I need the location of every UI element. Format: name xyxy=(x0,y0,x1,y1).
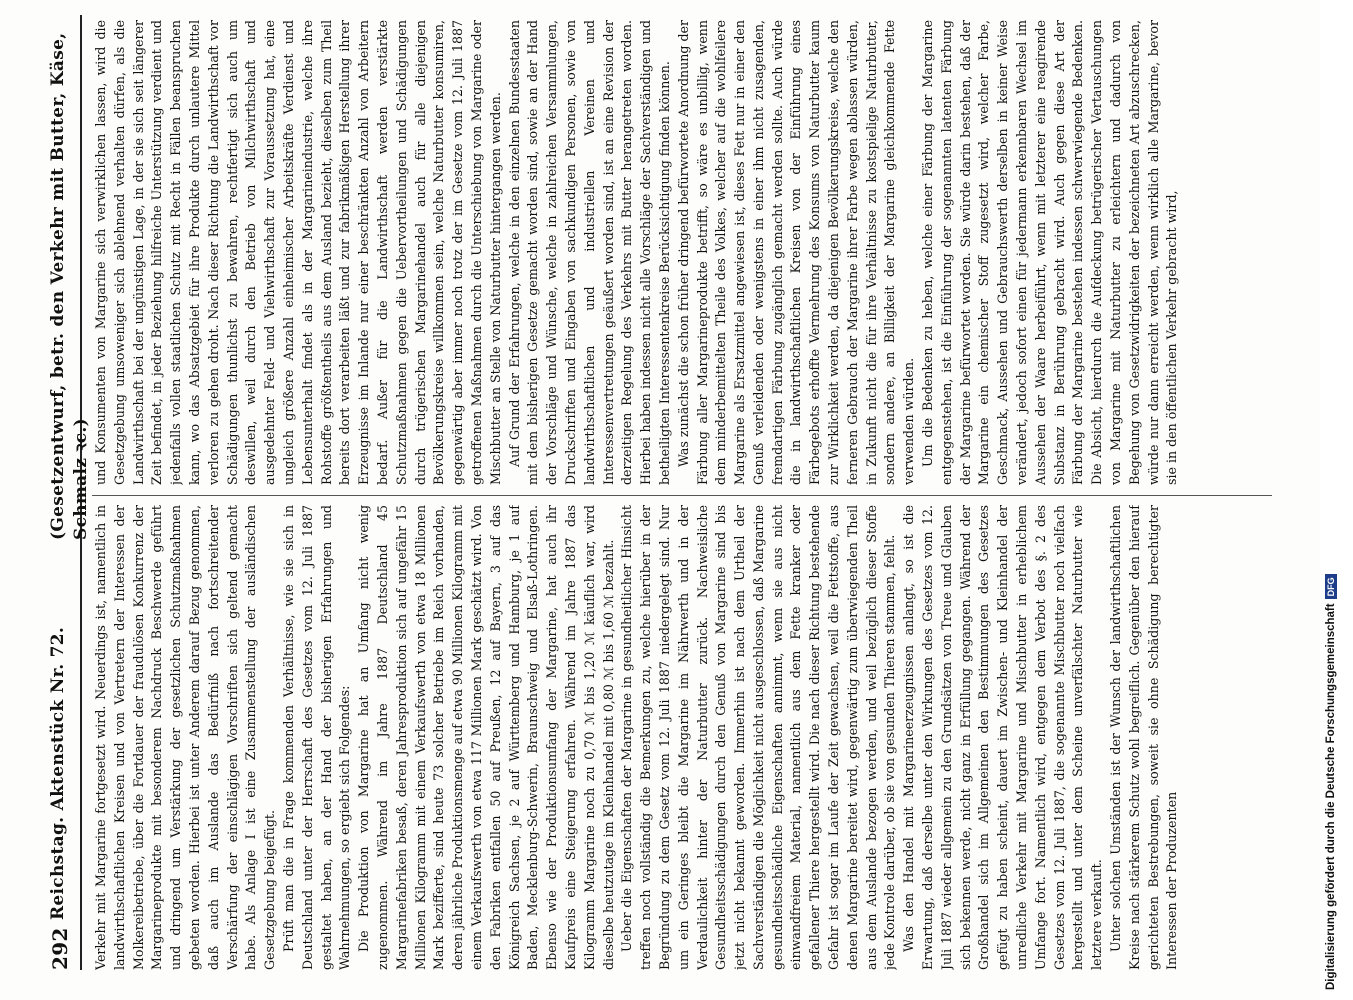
paragraph: Prüft man die in Frage kommenden Verhältnisse, wie sie sich in Deutschland unter der Herrschaft des Gesetzes vom 12. Juli 1887 gestaltet haben, an der Hand der bisherigen Erfahrungen und Wahrnehmungen, so ergiebt sich Folgendes: xyxy=(280,505,353,970)
paragraph: und Konsumenten von Margarine sich verwirklichen lassen, wird die Gesetzgebung umsoweniger sich ablehnend verhalten dürfen, als die Landwirthschaft bei der ungünstigen Lage, in der sie sich seit längerer Zeit befindet, in jeder Beziehung hilfreiche Unterstützung verdient und jedenfalls vollen staatlichen Schutz mit Recht in Fällen beanspruchen kann, wo das Absatzgebiet für ihre Produkte durch unlautere Mittel verloren zu gehen droht. Nach dieser Richtung die Landwirthschaft vor Schädigungen thunlichst zu bewahren, rechtfertigt sich auch um deswillen, weil durch den Betrieb von Milchwirthschaft und ausgedehnter Feld- und Viehwirthschaft zur Voraussetzung hat, eine ungleich größere Anzahl einheimischer Arbeitskräfte Verdienst und Lebensunterhalt findet als in der Margarineindustrie, welche ihre Rohstoffe größtentheils aus dem Ausland bezieht, dieselben zum Theil bereits dort verarbeiten läßt und zur fabrikmäßigen Herstellung ihrer Erzeugnisse im Inlande nur einer beschränkten Anzahl von Arbeitern bedarf. Außer für die Landwirthschaft werden verstärkte Schutzmaßnahmen gegen die Uebervortheilungen und Schädigungen durch trügerischen Margarinehandel auch für alle diejenigen Bevölkerungskreise willkommen sein, welche Naturbutter konsumiren, gegenwärtig aber immer noch trotz der im Gesetze vom 12. Juli 1887 getroffenen Maßnahmen durch die Unterschiebung von Margarine oder Mischbutter an Stelle von Naturbutter hintergangen werden. xyxy=(93,20,503,485)
paragraph: Was den Handel mit Margarineerzeugnissen anlangt, so ist die Erwartung, daß derselbe unter den Wirkungen des Gesetzes vom 12. Juli 1887 wieder allgemein zu den Grundsätzen von Treue und Glauben sich bekennen werde, nicht ganz in Erfüllung gegangen. Während der Großhandel sich im Allgemeinen den Bestimmungen des Gesetzes gefügt zu haben scheint, dauert im Zwischen- und Kleinhandel der unredliche Verkehr mit Margarine und Mischbutter in erheblichem Umfange fort. Namentlich wird, entgegen dem Verbot des §. 2 des Gesetzes vom 12. Juli 1887, die sogenannte Mischbutter noch vielfach hergestellt und unter dem Scheine unverfälschter Naturbutter wie letztere verkauft. xyxy=(901,505,1105,970)
right-text-column xyxy=(92,20,1272,485)
left-text-column xyxy=(92,505,1272,970)
column-divider xyxy=(92,495,1272,496)
running-title: Reichstag. Aktenstück Nr. 72. xyxy=(48,626,68,920)
paragraph: Die Produktion von Margarine hat an Umfang nicht wenig zugenommen. Während im Jahre 1887 Deutschland 45 Margarinefabriken besaß, deren Jahresproduktion sich auf ungefähr 15 Millionen Kilogramm mit einem Verkaufswerth von etwa 18 Millionen Mark bezifferte, sind heute 73 solcher Betriebe im Reich vorhanden, deren jährliche Produktionsmenge auf etwa 90 Millionen Kilogramm mit einem Verkaufswerth von etwa 117 Millionen Mark geschätzt wird. Von den Fabriken entfallen 50 auf Preußen, 12 auf Bayern, 3 auf das Königreich Sachsen, je 2 auf Württemberg und Hamburg, je 1 auf Baden, Mecklenburg-Schwerin, Braunschweig und Elsaß-Lothringen. Ebenso wie der Produktionsumfang der Margarine, hat auch ihr Kaufpreis eine Steigerung erfahren. Während im Jahre 1887 das Kilogramm Margarine noch zu 0,70 ℳ bis 1,20 ℳ käuflich war, wird dieselbe heutzutage im Kleinhandel mit 0,80 ℳ bis 1,60 ℳ bezahlt. xyxy=(356,505,616,970)
digitization-credit xyxy=(1325,10,1347,990)
paragraph: Um die Bedenken zu heben, welche einer Färbung der Margarine entgegenstehen, ist die Einführung der sogenannten latenten Färbung der Margarine befürwortet worden. Sie würde darin bestehen, daß der Margarine ein chemischer Stoff zugesetzt wird, welcher Farbe, Geschmack, Aussehen und Gebrauchswerth derselben in keiner Weise verändert, jedoch sofort einen für jedermann erkennbaren Wechsel im Aussehen der Waare herbeiführt, wenn mit letzterer eine reagirende Substanz in Berührung gebracht wird. Auch gegen diese Art der Färbung der Margarine bestehen indessen schwerwiegende Bedenken. Die Absicht, hierdurch die Aufdeckung betrügerischer Vertauschungen von Margarine mit Naturbutter zu erleichtern und dadurch von Begehung von Gesetzwidrigkeiten der bezeichneten Art abzuschrecken, würde nur dann erreicht werden, wenn wirklich alle Margarine, bevor sie in den öffentlichen Verkehr gebracht wird, xyxy=(920,20,1180,485)
page-number: 292 xyxy=(48,927,72,970)
dfg-logo: DFG xyxy=(1325,574,1337,599)
rotated-page-content xyxy=(40,15,1280,970)
paragraph: Ueber die Eigenschaften der Margarine in gesundheitlicher Hinsicht treffen noch vollständig die Bemerkungen zu, welche hierüber in der Begründung zu dem Gesetz vom 12. Juli 1887 niedergelegt sind. Nur um ein Geringes bleibt die Margarine im Nährwerth und in der Verdaulichkeit hinter der Naturbutter zurück. Nachweisliche Gesundheitsschädigungen durch den Genuß von Margarine sind bis jetzt nicht bekannt geworden. Immerhin ist nach dem Urtheil der Sachverständigen die Möglichkeit nicht ausgeschlossen, daß Margarine gesundheitsschädliche Eigenschaften annimmt, wenn sie aus nicht einwandfreiem Material, namentlich aus dem Fette kranker oder gefallener Thiere hergestellt wird. Die nach dieser Richtung bestehende Gefahr ist sogar im Laufe der Zeit gewachsen, weil die Fettstoffe, aus denen Margarine bereitet wird, gegenwärtig zum überwiegenden Theil aus dem Auslande bezogen werden, und weil bezüglich dieser Stoffe jede Kontrole darüber, ob sie von gesunden Thieren stammen, fehlt. xyxy=(619,505,898,970)
page-header xyxy=(40,15,91,970)
running-subtitle: (Gesetzentwurf, betr. den Verkehr mit Butter, Käse, Schmalz ꝛc.) xyxy=(48,32,91,540)
paragraph: Verkehr mit Margarine fortgesetzt wird. Neuerdings ist, namentlich in landwirthschaftlichen Kreisen und von Vertretern der Interessen der Molkereibetriebe, über die Fortdauer der fraudulösen Konkurrenz der Margarineprodukte mit besonderem Nachdruck Beschwerde geführt und dringend um Verstärkung der gesetzlichen Schutzmaßnahmen gebeten worden. Hierbei ist unter Anderem darauf Bezug genommen, daß auch im Auslande das Bedürfniß nach fortschreitender Verschärfung der einschlägigen Vorschriften sich geltend gemacht habe. Als Anlage I ist eine Zusammenstellung der ausländischen Gesetzgebung beigefügt. xyxy=(93,505,278,970)
paragraph: Unter solchen Umständen ist der Wunsch der landwirthschaftlichen Kreise nach stärkerem Schutz wohl begreiflich. Gegenüber den hierauf gerichteten Bestrebungen, soweit sie ohne Schädigung berechtigter Interessen der Produzenten xyxy=(1108,505,1180,970)
credit-text: Digitalisierung gefördert durch die Deutsche Forschungsgemeinschaft xyxy=(1325,603,1338,990)
paragraph: Auf Grund der Erfahrungen, welche in den einzelnen Bundesstaaten mit dem bisherigen Gesetze gemacht worden sind, sowie an der Hand der Vorschläge und Wünsche, welche in zahlreichen Versammlungen, Druckschriften und Eingaben von sachkundigen Personen, sowie von landwirthschaftlichen und industriellen Vereinen und Interessenvertretungen geäußert worden sind, ist an eine Revision der derzeitigen Regelung des Verkehrs mit Butter herangetreten worden. Hierbei haben indessen nicht alle Vorschläge der Sachverständigen und betheiligten Interessentenkreise Berücksichtigung finden können. xyxy=(506,20,672,485)
paragraph: Was zunächst die schon früher dringend befürwortete Anordnung der Färbung aller Margarineprodukte betrifft, so wäre es unbillig, wenn dem minderbemittelten Theile des Volkes, welcher auf die wohlfeilere Margarine als Ersatzmittel angewiesen ist, dieses Fett nur in einer den Genuß verleidenden oder wenigstens in einer ihm nicht zusagenden, fremdartigen Färbung zugänglich gemacht werden sollte. Auch würde die in landwirthschaftlichen Kreisen von der Einführung eines Färbegebots erhoffte Vermehrung des Konsums von Naturbutter kaum zur Wirklichkeit werden, da diejenigen Bevölkerungskreise, welche den ferneren Gebrauch der Margarine ihrer Farbe wegen ablassen würden, in Zukunft nicht die für ihre Verhältnisse zu kostspielige Naturbutter, sondern andere, an Billigkeit der Margarine gleichkommende Fette verwenden würden. xyxy=(675,20,917,485)
